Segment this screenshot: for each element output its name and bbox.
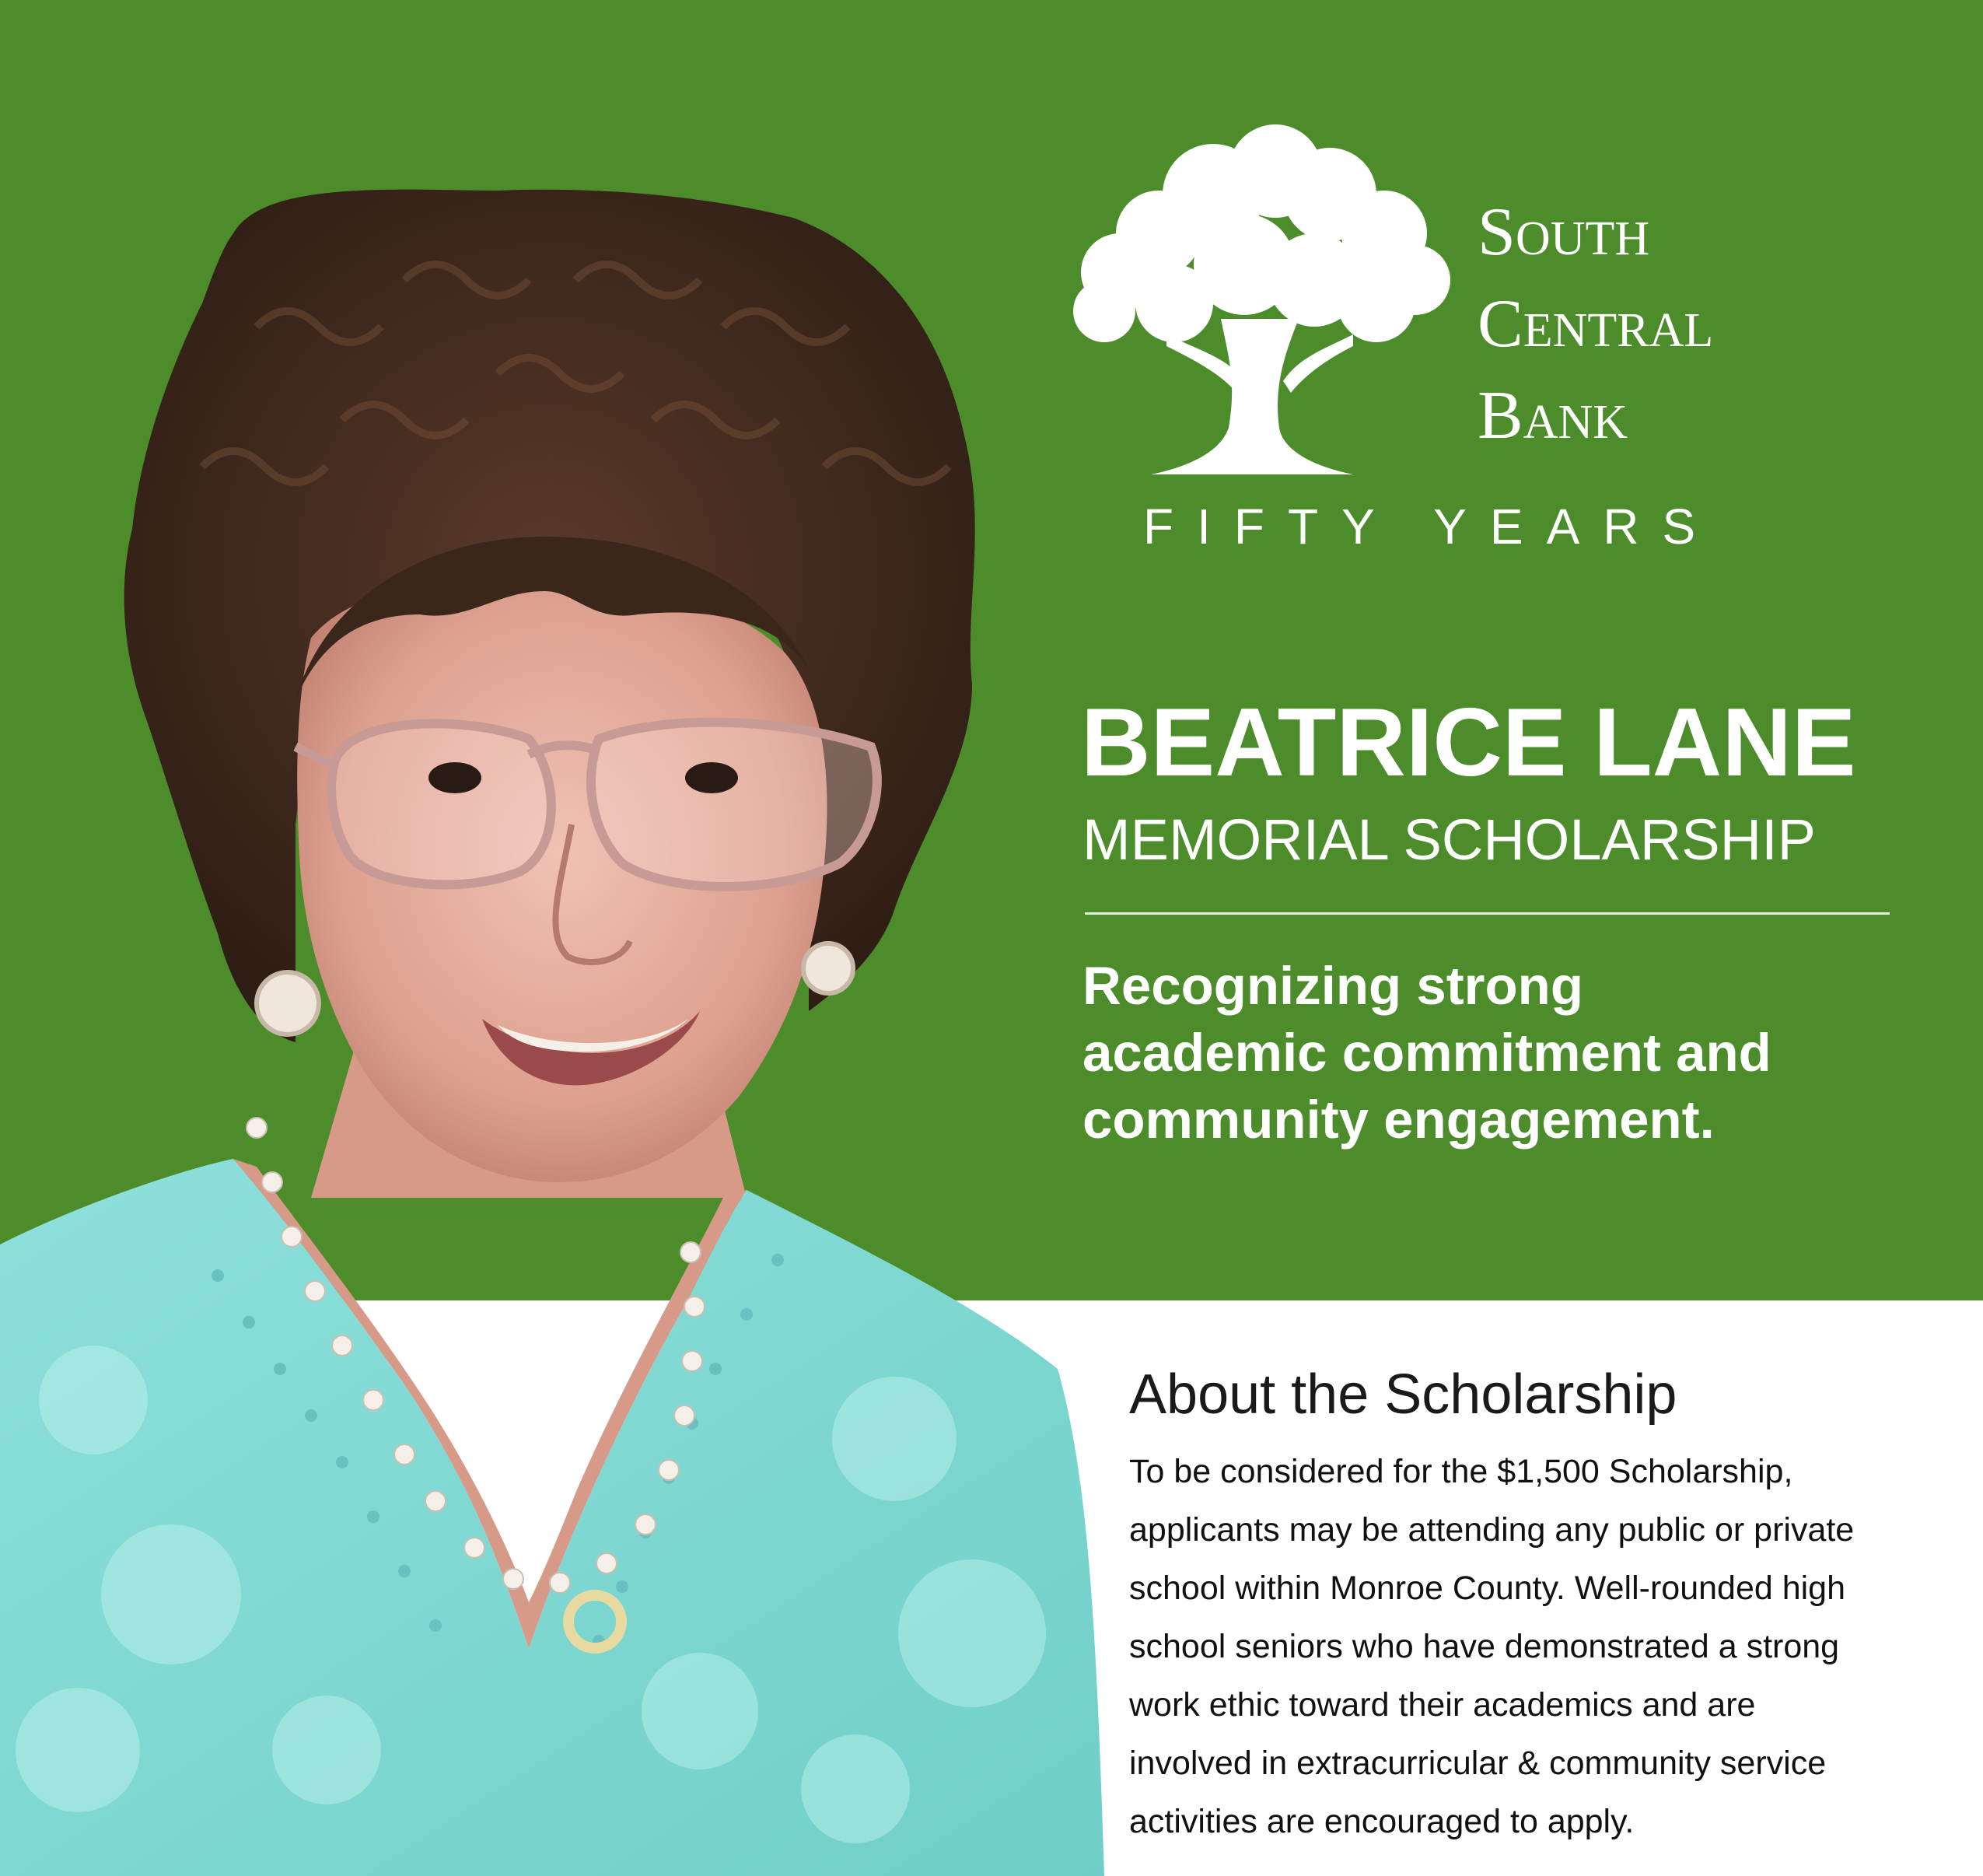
bank-wordmark <box>1478 187 1835 462</box>
scholarship-tagline <box>1082 953 1961 1153</box>
fifty-years-tagline: FIFTY YEARS <box>1143 499 1719 555</box>
about-body-line: To be considered for the $1,500 Scholarship, <box>1129 1453 1793 1490</box>
wordmark-line-bank: Bank <box>1478 378 1628 453</box>
scholarship-subtitle: MEMORIAL SCHOLARSHIP <box>1082 807 1816 872</box>
tagline-line: academic commitment and <box>1082 1023 1771 1083</box>
tagline-line: community engagement. <box>1082 1090 1715 1150</box>
about-heading: About the Scholarship <box>1129 1363 1677 1426</box>
about-body <box>1129 1443 1969 1851</box>
wordmark-line-central: Central <box>1478 286 1714 362</box>
wordmark-line-south: South <box>1478 194 1650 270</box>
tagline-line: Recognizing strong <box>1082 956 1583 1016</box>
about-body-line: applicants may be attending any public or private <box>1129 1511 1855 1549</box>
about-body-line: school seniors who have demonstrated a strong <box>1129 1628 1840 1665</box>
about-body-line: work ethic toward their academics and are <box>1129 1686 1756 1724</box>
about-body-line: activities are encouraged to apply. <box>1129 1803 1635 1840</box>
scholarship-title: BEATRICE LANE <box>1081 689 1856 796</box>
divider <box>1085 912 1890 915</box>
tree-logo-icon <box>1058 124 1462 490</box>
about-body-line: involved in extracurricular & community service <box>1129 1745 1827 1782</box>
about-body-line: school within Monroe County. Well-rounded high <box>1129 1570 1846 1607</box>
